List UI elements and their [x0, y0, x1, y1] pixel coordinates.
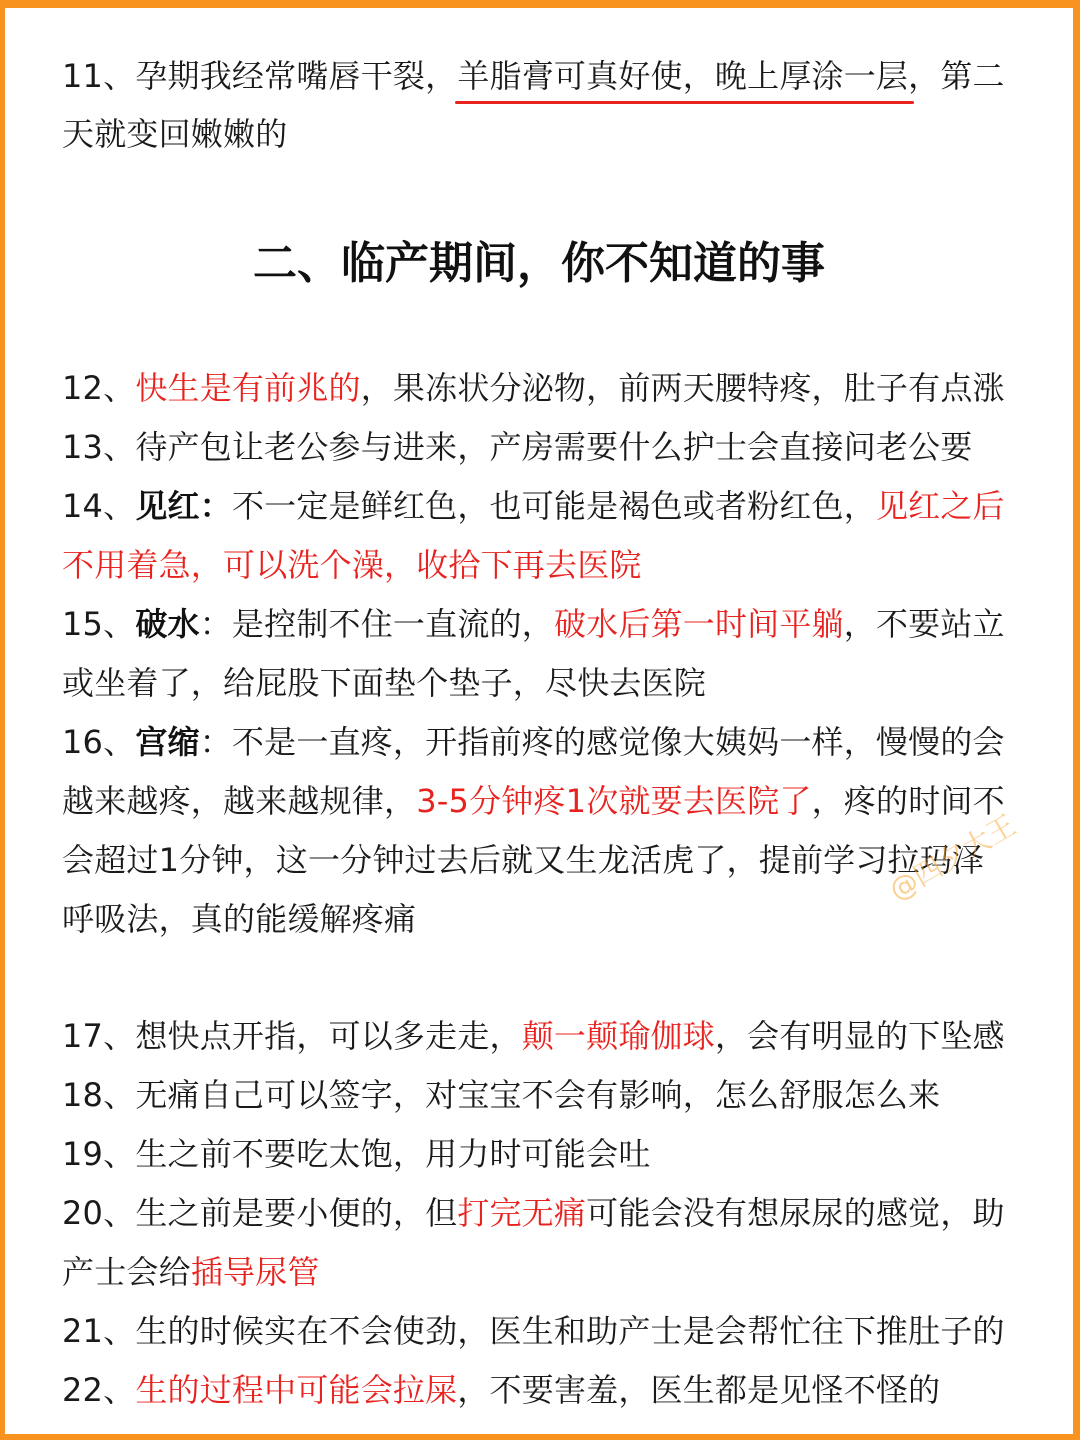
- item-16-text-end: ，疼的时间不: [811, 782, 1005, 820]
- item-13-text: 13、待产包让老公参与进来，产房需要什么护士会直接问老公要: [62, 428, 973, 466]
- item-16-line-1: [62, 720, 1005, 764]
- item-11-underlined-highlight: 羊脂膏可真好使，晚上厚涂一层: [457, 54, 908, 98]
- item-16-highlight: 3-5分钟疼1次就要去医院了: [416, 782, 812, 820]
- item-11-line-1: [62, 54, 1005, 98]
- item-20-line-1: [62, 1191, 1005, 1235]
- item-19-text: 19、生之前不要吃太饱，用力时可能会吐: [62, 1135, 651, 1173]
- item-14-text: 不一定是鲜红色，也可能是褐色或者粉红色，: [231, 487, 876, 525]
- item-20-text-end: 可能会没有想尿尿的感觉，助: [586, 1194, 1005, 1232]
- item-22: [62, 1368, 940, 1412]
- item-20-text-cont: 产士会给: [62, 1253, 191, 1291]
- item-11-text-end: ，第二: [908, 57, 1005, 95]
- item-12-number: 12、: [62, 369, 136, 407]
- item-12-text: ，果冻状分泌物，前两天腰特疼，肚子有点涨: [360, 369, 1005, 407]
- item-17-text: 17、想快点开指，可以多走走，: [62, 1017, 522, 1055]
- item-14-line-1: [62, 484, 1005, 528]
- item-14-highlight-cont: 不用着急，可以洗个澡，收拾下再去医院: [62, 546, 642, 584]
- watermark: @四夕大王: [883, 808, 1022, 907]
- item-11-text: 11、孕期我经常嘴唇干裂，: [62, 57, 458, 95]
- item-19: [62, 1132, 651, 1176]
- item-11-line-2: [62, 112, 287, 156]
- item-17: [62, 1014, 1005, 1058]
- item-15-highlight: 破水后第一时间平躺: [553, 605, 844, 643]
- item-16-line-3: [62, 838, 984, 882]
- item-18: [62, 1073, 940, 1117]
- item-15-line-2: [62, 661, 706, 705]
- item-17-highlight: 颠一颠瑜伽球: [521, 1017, 715, 1055]
- item-22-number: 22、: [62, 1371, 136, 1409]
- item-16-number: 16、: [62, 723, 136, 761]
- item-22-highlight: 生的过程中可能会拉屎: [135, 1371, 458, 1409]
- item-13: [62, 425, 973, 469]
- item-16-line-2: [62, 779, 1005, 823]
- section-heading: 二、临产期间，你不知道的事: [253, 238, 825, 289]
- item-21-text: 21、生的时候实在不会使劲，医生和助产士是会帮忙往下推肚子的: [62, 1312, 1005, 1350]
- item-11-text-cont: 天就变回嫩嫩的: [62, 115, 288, 153]
- item-21: [62, 1309, 1005, 1353]
- item-22-text: ，不要害羞，医生都是见怪不怪的: [457, 1371, 941, 1409]
- item-14-number: 14、: [62, 487, 136, 525]
- item-16-text: ：不是一直疼，开指前疼的感觉像大姨妈一样，慢慢的会: [199, 723, 1005, 761]
- item-15-text: ：是控制不住一直流的，: [199, 605, 554, 643]
- item-15-keyword: 破水: [135, 605, 200, 643]
- item-16-keyword: 宫缩: [135, 723, 200, 761]
- item-15-text-end: ，不要站立: [843, 605, 1005, 643]
- item-15-number: 15、: [62, 605, 136, 643]
- item-14-keyword: 见红：: [135, 487, 232, 525]
- item-12-highlight: 快生是有前兆的: [135, 369, 361, 407]
- item-12: [62, 366, 1005, 410]
- item-18-text: 18、无痛自己可以签字，对宝宝不会有影响，怎么舒服怎么来: [62, 1076, 941, 1114]
- item-16-text-line4: 呼吸法，真的能缓解疼痛: [62, 900, 417, 938]
- item-20-text: 20、生之前是要小便的，但: [62, 1194, 458, 1232]
- item-17-text-end: ，会有明显的下坠感: [714, 1017, 1005, 1055]
- item-14-line-2: [62, 543, 642, 587]
- item-20-highlight-2: 插导尿管: [190, 1253, 320, 1291]
- document-page: [5, 8, 1073, 1434]
- item-15-line-1: [62, 602, 1005, 646]
- item-20-highlight: 打完无痛: [457, 1194, 587, 1232]
- item-16-line-4: [62, 897, 416, 941]
- item-15-text-cont: 或坐着了，给屁股下面垫个垫子，尽快去医院: [62, 664, 707, 702]
- item-14-highlight: 见红之后: [875, 487, 1005, 525]
- item-16-text-cont: 越来越疼，越来越规律，: [62, 782, 417, 820]
- item-20-line-2: [62, 1250, 320, 1294]
- item-16-text-line3: 会超过1分钟，这一分钟过去后就又生龙活虎了，提前学习拉玛泽: [62, 841, 985, 879]
